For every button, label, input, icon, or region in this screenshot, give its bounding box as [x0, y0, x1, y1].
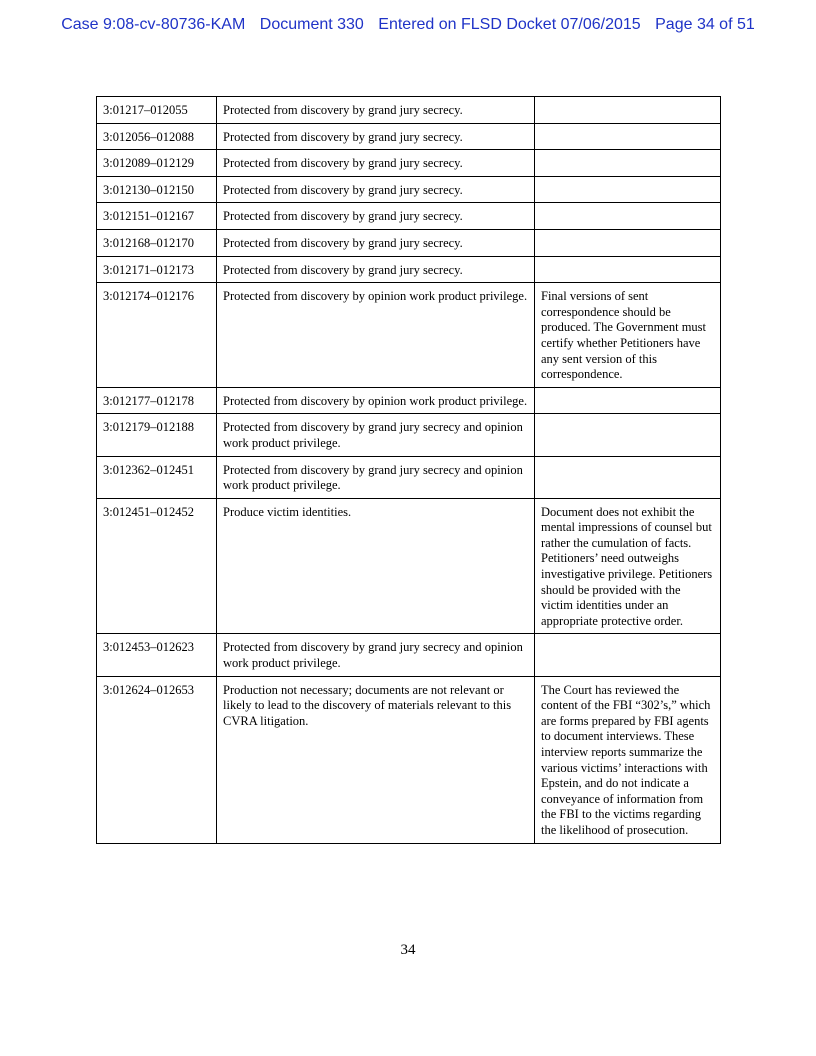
- bates-range-cell: 3:012177–012178: [97, 387, 217, 414]
- ruling-cell: Protected from discovery by grand jury secrecy.: [217, 123, 535, 150]
- ruling-cell: Protected from discovery by grand jury secrecy.: [217, 150, 535, 177]
- table-row: [97, 150, 721, 177]
- ruling-cell: Protected from discovery by grand jury secrecy and opinion work product privilege.: [217, 414, 535, 456]
- docket-header: [0, 16, 816, 34]
- note-cell: [535, 123, 721, 150]
- bates-range-cell: 3:012151–012167: [97, 203, 217, 230]
- page-of-total: Page 34 of 51: [655, 16, 755, 33]
- bates-range-cell: 3:012453–012623: [97, 634, 217, 676]
- ruling-cell: Protected from discovery by opinion work product privilege.: [217, 283, 535, 388]
- note-cell: Final versions of sent correspondence should be produced. The Government must certify whether Petitioners have any sent version of this correspondence.: [535, 283, 721, 388]
- ruling-cell: Protected from discovery by grand jury secrecy.: [217, 229, 535, 256]
- note-cell: [535, 150, 721, 177]
- docket-entry: Entered on FLSD Docket 07/06/2015: [378, 16, 641, 33]
- case-number: Case 9:08-cv-80736-KAM: [61, 16, 246, 33]
- note-cell: [535, 634, 721, 676]
- note-cell: [535, 176, 721, 203]
- document-number: Document 330: [259, 16, 364, 33]
- table-row: [97, 676, 721, 843]
- table-row: [97, 456, 721, 498]
- table-row: [97, 123, 721, 150]
- bates-range-cell: 3:012168–012170: [97, 229, 217, 256]
- note-cell: [535, 414, 721, 456]
- bates-range-cell: 3:012130–012150: [97, 176, 217, 203]
- bates-range-cell: 3:012089–012129: [97, 150, 217, 177]
- table-row: [97, 229, 721, 256]
- ruling-cell: Protected from discovery by grand jury secrecy.: [217, 203, 535, 230]
- bates-range-cell: 3:012362–012451: [97, 456, 217, 498]
- note-cell: The Court has reviewed the content of the FBI “302’s,” which are forms prepared by FBI agents to document interviews. These interview reports summarize the various victims’ interactions with Epstein, and do not indicate a conveyance of information from the FBI to the victims regarding the likelihood of prosecution.: [535, 676, 721, 843]
- ruling-cell: Protected from discovery by grand jury secrecy and opinion work product privilege.: [217, 634, 535, 676]
- table-row: [97, 283, 721, 388]
- ruling-cell: Protected from discovery by grand jury secrecy.: [217, 176, 535, 203]
- bates-range-cell: 3:01217–012055: [97, 97, 217, 124]
- ruling-cell: Produce victim identities.: [217, 498, 535, 634]
- table-row: [97, 176, 721, 203]
- table-row: [97, 97, 721, 124]
- bates-range-cell: 3:012171–012173: [97, 256, 217, 283]
- table-row: [97, 256, 721, 283]
- note-cell: Document does not exhibit the mental impressions of counsel but rather the cumulation of facts. Petitioners’ need outweighs investigative privilege. Petitioners should be provided with the victim identities under an appropriate protective order.: [535, 498, 721, 634]
- ruling-cell: Protected from discovery by opinion work product privilege.: [217, 387, 535, 414]
- table-row: [97, 498, 721, 634]
- ruling-cell: Production not necessary; documents are not relevant or likely to lead to the discovery of materials relevant to this CVRA litigation.: [217, 676, 535, 843]
- note-cell: [535, 387, 721, 414]
- bates-range-cell: 3:012056–012088: [97, 123, 217, 150]
- bates-range-cell: 3:012179–012188: [97, 414, 217, 456]
- note-cell: [535, 256, 721, 283]
- page-number: 34: [400, 942, 416, 958]
- bates-range-cell: 3:012624–012653: [97, 676, 217, 843]
- ruling-cell: Protected from discovery by grand jury secrecy and opinion work product privilege.: [217, 456, 535, 498]
- table-row: [97, 387, 721, 414]
- note-cell: [535, 456, 721, 498]
- bates-range-cell: 3:012451–012452: [97, 498, 217, 634]
- ruling-cell: Protected from discovery by grand jury secrecy.: [217, 256, 535, 283]
- table-row: [97, 634, 721, 676]
- bates-range-cell: 3:012174–012176: [97, 283, 217, 388]
- note-cell: [535, 229, 721, 256]
- table-row: [97, 414, 721, 456]
- note-cell: [535, 97, 721, 124]
- ruling-cell: Protected from discovery by grand jury secrecy.: [217, 97, 535, 124]
- table-row: [97, 203, 721, 230]
- privilege-log-table: [96, 96, 721, 844]
- note-cell: [535, 203, 721, 230]
